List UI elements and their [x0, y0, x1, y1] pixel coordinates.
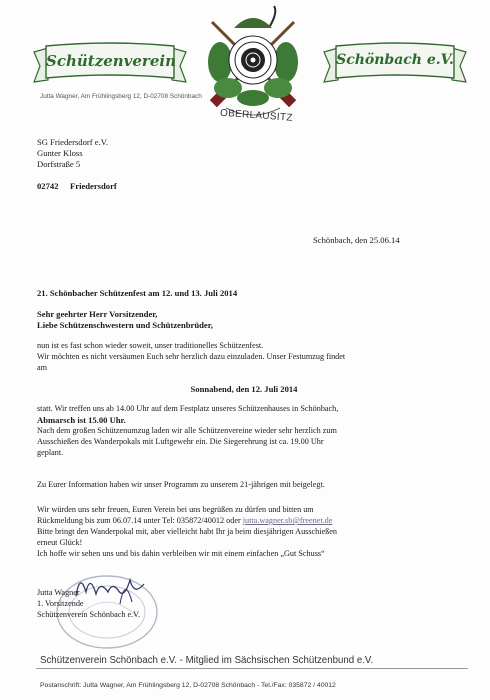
signature-role: 1. Vorsitzende [37, 599, 84, 608]
paragraph-4-line-2-text: Rückmeldung bis zum 06.07.14 unter Tel: 035872/40012 oder [37, 516, 241, 525]
paragraph-2-line-3: Nach dem großen Schützenumzug laden wir alle Schützenvereine wieder sehr herzlich zum [37, 426, 337, 435]
paragraph-2-line-1: statt. Wir treffen uns ab 14.00 Uhr auf dem Festplatz unseres Schützenhauses in Schönbach, [37, 404, 339, 413]
banner-right-text: Schönbach e.V. [336, 52, 454, 68]
email-link[interactable]: jutta.wagner.sb@freenet.de [242, 516, 333, 525]
recipient-city: Friedersdorf [70, 181, 117, 191]
footer-line-2: Postanschrift: Jutta Wagner, Am Frühlingsberg 12, D-02708 Schönbach - Tel./Fax: 035872 / 40012 [40, 682, 336, 689]
recipient-line-2: Gunter Kloss [37, 148, 83, 158]
intro-line-3: am [37, 363, 48, 372]
date-line: Schönbach, den 25.06.14 [313, 235, 400, 245]
paragraph-2-line-2: Abmarsch ist 15.00 Uhr. [37, 415, 126, 425]
club-emblem-icon [198, 4, 308, 124]
intro-line-2: Wir möchten es nicht versäumen Euch sehr herzlich dazu einzuladen. Unser Festumzug findet [37, 352, 346, 361]
sender-line: Jutta Wagner, Am Frühlingsberg 12, D-02708 Schönbach [40, 93, 202, 100]
paragraph-2-line-4: Ausschießen des Wanderpokals mit Luftgewehr ein. Die Siegerehrung ist ca. 19.00 Uhr [37, 437, 324, 446]
salutation-2: Liebe Schützenschwestern und Schützenbrüder, [37, 320, 213, 330]
emblem-text: OBERLAUSITZ [219, 107, 294, 124]
subject-line: 21. Schönbacher Schützenfest am 12. und 13. Juli 2014 [37, 288, 238, 298]
paragraph-4-line-1: Wir würden uns sehr freuen, Euren Verein bei uns begrüßen zu dürfen und bitten um [37, 505, 314, 514]
footer-line-1: Schützenverein Schönbach e.V. - Mitglied im Sächsischen Schützenbund e.V. [40, 655, 374, 666]
salutation-1: Sehr geehrter Herr Vorsitzender, [37, 309, 158, 319]
event-date: Sonnabend, den 12. Juli 2014 [190, 384, 298, 394]
footer-divider [36, 668, 468, 669]
intro-line-1: nun ist es fast schon wieder soweit, unser traditionelles Schützenfest. [37, 341, 264, 350]
recipient-zip: 02742 [37, 181, 59, 191]
signature-name: Jutta Wagner [37, 588, 80, 597]
paragraph-3: Zu Eurer Information haben wir unser Programm zu unserem 21-jährigen mit beigelegt. [37, 480, 325, 489]
recipient-line-3: Dorfstraße 5 [37, 159, 81, 169]
recipient-line-1: SG Friedersdorf e.V. [37, 137, 108, 147]
paragraph-4-line-2 [37, 516, 332, 526]
banner-left-text: Schützenverein [46, 52, 176, 70]
signature-club: Schützenverein Schönbach e.V. [37, 610, 141, 619]
paragraph-4-line-4: erneut Glück! [37, 538, 83, 547]
paragraph-4-line-3: Bitte bringt den Wanderpokal mit, aber vielleicht habt Ihr ja beim diesjährigen Ausschießen [37, 527, 337, 536]
paragraph-4-line-5: Ich hoffe wir sehen uns und bis dahin verbleiben wir mit einem einfachen „Gut Schuss“ [37, 549, 325, 558]
paragraph-2-line-5: geplant. [37, 448, 64, 457]
